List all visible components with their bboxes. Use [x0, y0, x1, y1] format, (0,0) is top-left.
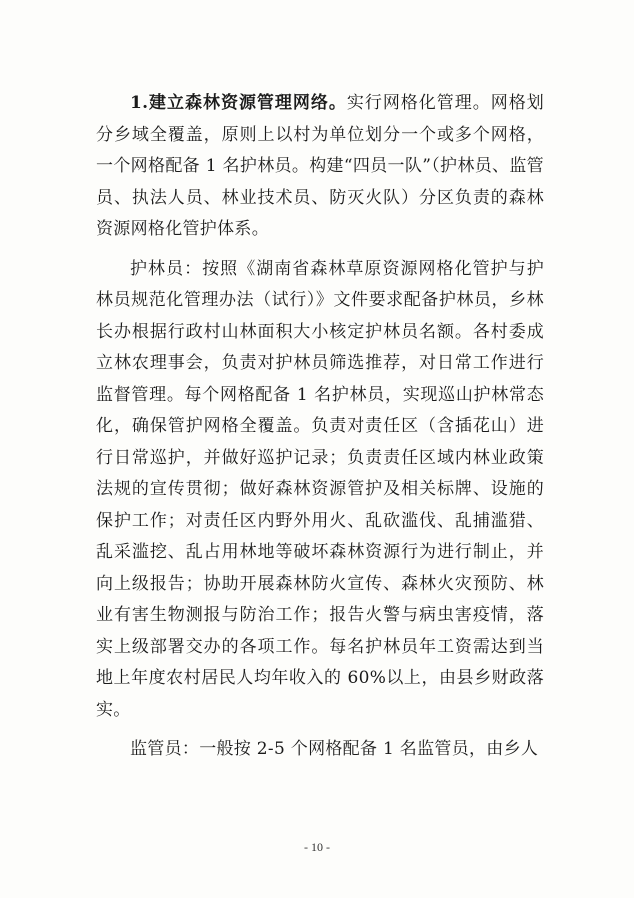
section-heading: 1.建立森林资源管理网络。 [130, 93, 347, 113]
paragraph-forest-ranger [96, 254, 544, 727]
paragraph-forest-network [96, 88, 544, 246]
paragraph-supervisor [96, 734, 544, 766]
document-body [96, 88, 544, 774]
paragraph-text: 监管员：一般按 2-5 个网格配备 1 名监管员，由乡人 [130, 739, 539, 759]
paragraph-text: 护林员：按照《湖南省森林草原资源网格化管护与护林员规范化管理办法（试行）》文件要求配备护林员，乡林长办根据行政村山林面积大小核定护林员名额。各村委成立林农理事会，负责对护林员筛选推荐，对日常工作进行监督管理。每个网格配备 1 名护林员，实现巡山护林常态化，确保管护网格全覆盖。负责对责任区（含插花山）进行日常巡护，并做好巡护记录；负责责任区域内林业政策法规的宣传贯彻；做好森林资源管护及相关标牌、设施的保护工作；对责任区内野外用火、乱砍滥伐、乱捕滥猎、乱采滥挖、乱占用林地等破坏森林资源行为进行制止，并向上级报告；协助开展森林防火宣传、森林火灾预防、林业有害生物测报与防治工作；报告火警与病虫害疫情，落实上级部署交办的各项工作。每名护林员年工资需达到当地上年度农村居民人均年收入的 60%以上，由县乡财政落实。 [96, 258, 544, 720]
page-number: - 10 - [304, 840, 330, 854]
paragraph-text: 实行网格化管理。网格划分乡域全覆盖，原则上以村为单位划分一个或多个网格，一个网格配备 1 名护林员。构建“四员一队”（护林员、监管员、执法人员、林业技术员、防灭火队）分区负责的森林资源网格化管护体系。 [96, 93, 544, 239]
